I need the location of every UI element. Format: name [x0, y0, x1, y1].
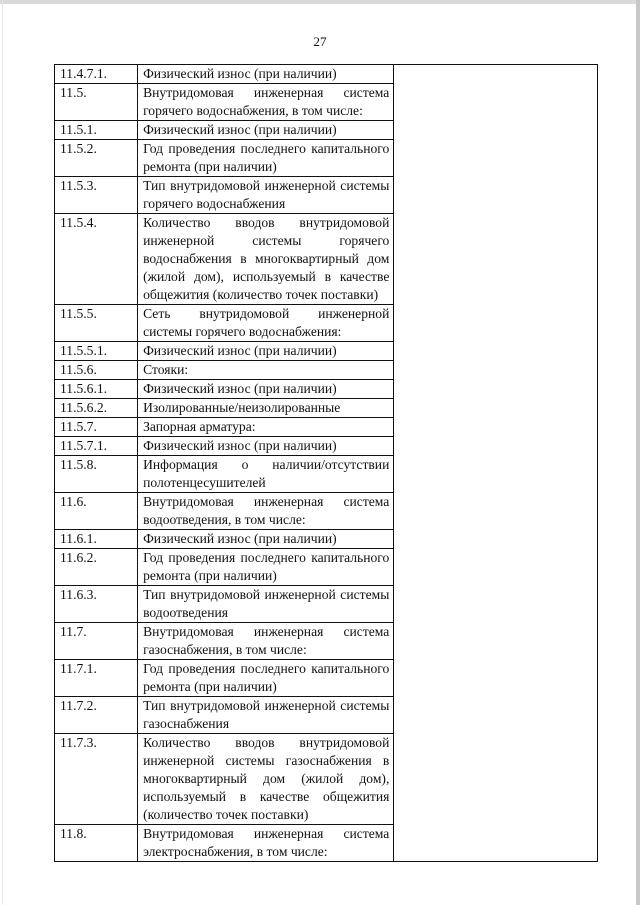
row-number-cell: 11.5.6.2.	[55, 399, 138, 418]
row-description-cell: Физический износ (при наличии)	[138, 437, 394, 456]
row-number-cell: 11.7.	[55, 623, 138, 660]
row-description-cell: Внутридомовая инженерная система водоотведения, в том числе:	[138, 493, 394, 530]
row-number-cell: 11.5.3.	[55, 177, 138, 214]
row-description-cell: Физический износ (при наличии)	[138, 121, 394, 140]
row-description-cell: Физический износ (при наличии)	[138, 342, 394, 361]
row-description-cell: Стояки:	[138, 361, 394, 380]
specification-table	[54, 64, 598, 862]
row-description-cell: Физический износ (при наличии)	[138, 380, 394, 399]
row-number-cell: 11.5.8.	[55, 456, 138, 493]
row-number-cell: 11.7.2.	[55, 697, 138, 734]
row-number-cell: 11.8.	[55, 825, 138, 862]
row-number-cell: 11.5.4.	[55, 214, 138, 305]
row-description-cell: Внутридомовая инженерная система газоснабжения, в том числе:	[138, 623, 394, 660]
row-number-cell: 11.5.1.	[55, 121, 138, 140]
specification-table-body	[55, 65, 598, 862]
row-number-cell: 11.5.6.1.	[55, 380, 138, 399]
row-number-cell: 11.5.7.	[55, 418, 138, 437]
row-number-cell: 11.6.1.	[55, 530, 138, 549]
row-number-cell: 11.6.3.	[55, 586, 138, 623]
row-number-cell: 11.7.1.	[55, 660, 138, 697]
row-description-cell: Количество вводов внутридомовой инженерной системы горячего водоснабжения в многоквартирный дом (жилой дом), используемый в качестве общежития (количество точек поставки)	[138, 214, 394, 305]
row-number-cell: 11.6.	[55, 493, 138, 530]
row-number-cell: 11.7.3.	[55, 734, 138, 825]
table-row	[55, 65, 598, 84]
row-description-cell: Тип внутридомовой инженерной системы водоотведения	[138, 586, 394, 623]
row-number-cell: 11.6.2.	[55, 549, 138, 586]
row-number-cell: 11.5.7.1.	[55, 437, 138, 456]
row-number-cell: 11.5.5.	[55, 305, 138, 342]
row-number-cell: 11.5.5.1.	[55, 342, 138, 361]
row-description-cell: Физический износ (при наличии)	[138, 65, 394, 84]
page-number: 27	[313, 34, 327, 49]
row-description-cell: Запорная арматура:	[138, 418, 394, 437]
row-description-cell: Изолированные/неизолированные	[138, 399, 394, 418]
scan-edge-left	[2, 0, 3, 905]
row-number-cell: 11.5.6.	[55, 361, 138, 380]
row-description-cell: Год проведения последнего капитального ремонта (при наличии)	[138, 549, 394, 586]
row-description-cell: Год проведения последнего капитального ремонта (при наличии)	[138, 660, 394, 697]
row-description-cell: Сеть внутридомовой инженерной системы горячего водоснабжения:	[138, 305, 394, 342]
row-description-cell: Количество вводов внутридомовой инженерной системы газоснабжения в многоквартирный дом (жилой дом), используемый в качестве общежития (количество точек поставки)	[138, 734, 394, 825]
row-description-cell: Физический износ (при наличии)	[138, 530, 394, 549]
scan-edge-top	[0, 0, 640, 4]
row-description-cell: Информация о наличии/отсутствии полотенцесушителей	[138, 456, 394, 493]
row-description-cell: Тип внутридомовой инженерной системы газоснабжения	[138, 697, 394, 734]
row-value-cell	[394, 65, 598, 862]
row-description-cell: Внутридомовая инженерная система горячего водоснабжения, в том числе:	[138, 84, 394, 121]
row-number-cell: 11.5.	[55, 84, 138, 121]
row-description-cell: Внутридомовая инженерная система электроснабжения, в том числе:	[138, 825, 394, 862]
row-number-cell: 11.5.2.	[55, 140, 138, 177]
scan-edge-right	[636, 0, 640, 905]
row-description-cell: Тип внутридомовой инженерной системы горячего водоснабжения	[138, 177, 394, 214]
row-description-cell: Год проведения последнего капитального ремонта (при наличии)	[138, 140, 394, 177]
row-number-cell: 11.4.7.1.	[55, 65, 138, 84]
